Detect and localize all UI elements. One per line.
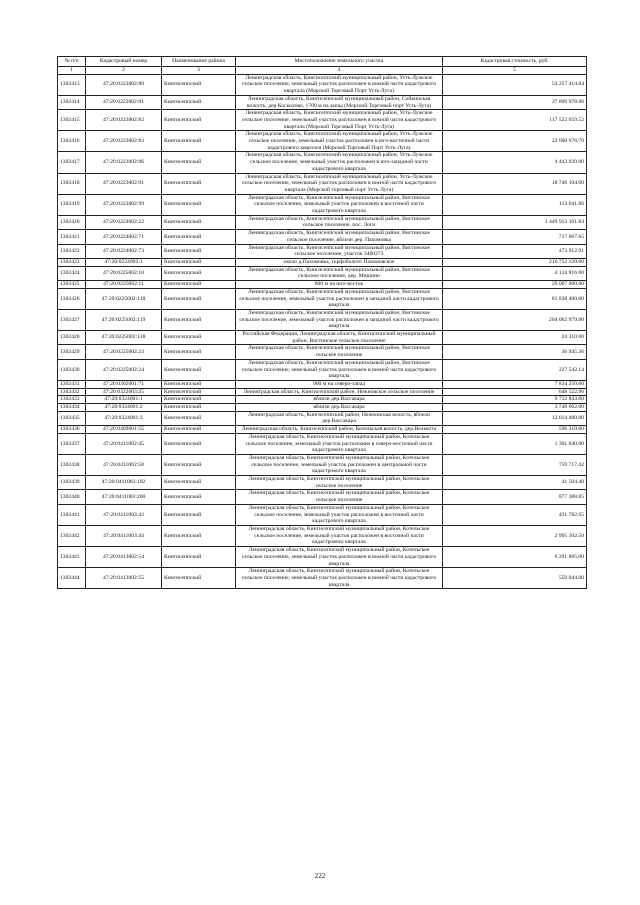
table-row — [58, 309, 587, 330]
location-text: Ленинградская область, Кингисеппский муниципальный район, Котельское сельское поселение — [236, 490, 443, 504]
district-name: Кингисеппский — [162, 547, 236, 568]
location-text: Ленинградская область, Кингисеппский муниципальный район, Котельское сельское поселение, земельный участок расположен в северо-восточной части кадастрового квартала — [236, 433, 443, 454]
district-name: Кингисеппский — [162, 258, 236, 266]
cadastral-value: 717 067.65 — [443, 230, 587, 244]
location-text: Ленинградская область, Кингисеппский муниципальный район, Котельское сельское поселение, земельный участок расположен в центральной части кадастрового квартала — [236, 454, 443, 475]
location-text: Ленинградская область, Кингисеппский муниципальный район, Вистинское сельское поселение, вблизи дер. Пахомовка — [236, 230, 443, 244]
cadastral-value: 6 291 885.00 — [443, 547, 587, 568]
cadastral-number: 47:20:0411003:200 — [86, 490, 162, 504]
table-row — [58, 504, 587, 525]
table-row — [58, 215, 587, 229]
row-number: 1302432 — [58, 388, 86, 396]
location-text: Ленинградская область, Кингисеппский муниципальный район, Вистинское сельское поселение, пос. Логи — [236, 215, 443, 229]
cadastral-number: 47:20:0225002:23 — [86, 345, 162, 359]
cadastral-value: 2 995 102.50 — [443, 526, 587, 547]
district-name: Кингисеппский — [162, 490, 236, 504]
table-row — [58, 281, 587, 289]
district-name: Кингисеппский — [162, 345, 236, 359]
location-text: Ленинградская область, Кингисеппский муниципальный район, Вистинское сельское поселение, земельный участок расположен в восточной части кадастрового квартала — [236, 194, 443, 215]
column-number: 1 — [58, 67, 86, 75]
cadastral-number: 47:20:0223002:86 — [86, 152, 162, 173]
location-text: Ленинградская область, Кингисеппский муниципальный район, Усть-Лужское сельское поселение, земельный участок расположен в южной части кадастрового квартала (Морской Торговый Порт Усть-Луга) — [236, 110, 443, 131]
row-number: 1302425 — [58, 281, 86, 289]
district-name: Кингисеппский — [162, 244, 236, 258]
cadastral-number: 47:20:0225002:10 — [86, 266, 162, 280]
district-name: Кингисеппский — [162, 380, 236, 388]
district-name: Кингисеппский — [162, 568, 236, 589]
cadastral-number: 47:20:0413002:55 — [86, 568, 162, 589]
header-location: Местоположение земельного участка — [236, 57, 443, 67]
cadastral-value: 113 041.86 — [443, 194, 587, 215]
cadastral-value-table — [57, 56, 587, 589]
cadastral-number: 47:20:0413002:54 — [86, 547, 162, 568]
location-text: Ленинградская область, Кингисеппский муниципальный район, Котельское сельское поселение, земельный участок расположен в южной части кадастрового квартала — [236, 547, 443, 568]
row-number: 1302442 — [58, 526, 86, 547]
header-cadastral-value: Кадастровая стоимость, руб. — [443, 57, 587, 67]
cadastral-number: 47:20:0224002:22 — [86, 215, 162, 229]
cadastral-number: 47:20:0225002:118 — [86, 288, 162, 309]
location-text: Ленинградская область, Кингисеппский муниципальный район, Котельское сельское поселение, земельный участок расположен в южной части кадастрового квартала — [236, 568, 443, 589]
row-number: 1302414 — [58, 95, 86, 109]
cadastral-value: 7 834 250.00 — [443, 380, 587, 388]
row-number: 1302431 — [58, 380, 86, 388]
row-number: 1302422 — [58, 244, 86, 258]
location-text: Ленинградская область, Кингисеппский муниципальный район, Вистинское сельское поселение, земельный участок расположен в южной части кадастрового квартала — [236, 359, 443, 380]
district-name: Кингисеппский — [162, 526, 236, 547]
table-row — [58, 547, 587, 568]
cadastral-number: 47:20:0324001:1 — [86, 396, 162, 404]
row-number: 1302426 — [58, 288, 86, 309]
table-row — [58, 173, 587, 194]
location-text: Ленинградская область, Кингисеппский муниципальный район, Усть-Лужское сельское поселение, земельный участок расположен в юго-восточной части кадастрового квартала (Морской Торговый Порт Усть-Луга) — [236, 131, 443, 152]
location-text: Ленинградская область, Кингисеппский район, Котельская волость, дер.Велькота — [236, 426, 443, 434]
cadastral-number: 47:20:0223002:91 — [86, 173, 162, 194]
cadastral-value: 431 782.65 — [443, 504, 587, 525]
row-number: 1302428 — [58, 331, 86, 345]
cadastral-number: 47:20:0224002:71 — [86, 230, 162, 244]
cadastral-number: 47:20:0302001:71 — [86, 380, 162, 388]
cadastral-number: 47:20:0324001:2 — [86, 404, 162, 412]
location-text: Ленинградская область, Кингисеппский муниципальный район, Усть-Лужское сельское поселение, земельный участок расположен в южной части кадастрового квартала (Морской торговый порт Усть-Луга) — [236, 173, 443, 194]
cadastral-value: 596 310.00 — [443, 426, 587, 434]
cadastral-value: 81 838 400.00 — [443, 288, 587, 309]
cadastral-value: 1 301 040.00 — [443, 433, 587, 454]
row-number: 1302443 — [58, 547, 86, 568]
row-number: 1302435 — [58, 411, 86, 425]
table-row — [58, 568, 587, 589]
row-number: 1302433 — [58, 396, 86, 404]
cadastral-value: 216 752 120.00 — [443, 258, 587, 266]
column-number: 3 — [162, 67, 236, 75]
cadastral-number: 47:20:0322003:25 — [86, 388, 162, 396]
cadastral-value: 648 522.96 — [443, 388, 587, 396]
location-text: около д.Пахомовка, торфоболото Пахомовское — [236, 258, 443, 266]
table-row — [58, 110, 587, 131]
cadastral-number: 47:20:0224002:73 — [86, 244, 162, 258]
row-number: 1302427 — [58, 309, 86, 330]
row-number: 1302430 — [58, 359, 86, 380]
location-text: Ленинградская область, Кингисеппский муниципальный район, Вистинское сельское поселение, дер. Мишино — [236, 266, 443, 280]
table-row — [58, 258, 587, 266]
cadastral-value: 37 809 978.96 — [443, 95, 587, 109]
table-row — [58, 345, 587, 359]
cadastral-value: 117 522 659.52 — [443, 110, 587, 131]
table-row — [58, 426, 587, 434]
cadastral-value: 4 134 816.00 — [443, 266, 587, 280]
cadastral-number: 47:20:0223002:83 — [86, 131, 162, 152]
location-text: Ленинградская область, Кингисеппский район, Нежновская волость, вблизи дер.Вассакара — [236, 411, 443, 425]
table-row — [58, 266, 587, 280]
district-name: Кингисеппский — [162, 504, 236, 525]
table-row — [58, 244, 587, 258]
cadastral-value: 18 746 104.00 — [443, 173, 587, 194]
cadastral-number: 47:20:0324001:3 — [86, 411, 162, 425]
column-number: 2 — [86, 67, 162, 75]
header-cadastral-number: Кадастровый номер — [86, 57, 162, 67]
district-name: Кингисеппский — [162, 331, 236, 345]
cadastral-value: 41 504.40 — [443, 476, 587, 490]
row-number: 1302421 — [58, 230, 86, 244]
district-name: Кингисеппский — [162, 359, 236, 380]
district-name: Кингисеппский — [162, 433, 236, 454]
table-row — [58, 74, 587, 95]
cadastral-number: 47:20:0409001:55 — [86, 426, 162, 434]
table-row — [58, 131, 587, 152]
cadastral-number: 47:20:0225002:138 — [86, 331, 162, 345]
cadastral-number: 47:20:0225002:11 — [86, 281, 162, 289]
district-name: Кингисеппский — [162, 95, 236, 109]
location-text: Ленинградская область, Кингисеппский муниципальный район, Котельское сельское поселение, земельный участок расположен в восточной части кадастрового квартала — [236, 504, 443, 525]
cadastral-number: 47:20:0411003:192 — [86, 476, 162, 490]
row-number: 1302440 — [58, 490, 86, 504]
location-text: Ленинградская область, Кингисеппский муниципальный район, Вистинское сельское поселение, участок 3400273 — [236, 244, 443, 258]
cadastral-number: 47:20:0225002:119 — [86, 309, 162, 330]
location-text: 900 м на северо-запад — [236, 380, 443, 388]
cadastral-value: 22 600 676.70 — [443, 131, 587, 152]
row-number: 1302423 — [58, 258, 86, 266]
location-text: Ленинградская область, Кингисеппский муниципальный район, Вистинское сельское поселение — [236, 345, 443, 359]
district-name: Кингисеппский — [162, 74, 236, 95]
location-text: Ленинградская область, Кингисеппский муниципальный район, Котельское сельское поселение — [236, 476, 443, 490]
district-name: Кингисеппский — [162, 131, 236, 152]
row-number: 1302439 — [58, 476, 86, 490]
location-text: Ленинградская область, Кингисеппский муниципальный район, Вистинское сельское поселение, земельный участок расположен в западной части кадастрового квартала — [236, 309, 443, 330]
row-number: 1302444 — [58, 568, 86, 589]
cadastral-number: 47:20:0225002:24 — [86, 359, 162, 380]
location-text: Ленинградская область, Кингисеппский муниципальный район, Усть-Лужское сельское поселение, земельный участок расположен в юго-западной части кадастрового квартала — [236, 152, 443, 173]
district-name: Кингисеппский — [162, 194, 236, 215]
table-row — [58, 359, 587, 380]
cadastral-value: 24 310.00 — [443, 331, 587, 345]
cadastral-number: 47:20:0223002:82 — [86, 110, 162, 131]
district-name: Кингисеппский — [162, 476, 236, 490]
location-text: Ленинградская область, Кингисеппский муниципальный район, Усть-Лужское сельское поселение, земельный участок расположен в южной части кадастрового квартала (Морской Торговый Порт Усть-Луга) — [236, 74, 443, 95]
row-number: 1302417 — [58, 152, 86, 173]
location-text: Ленинградская область, Кингисеппский район, Нежновское сельское поселение — [236, 388, 443, 396]
cadastral-value: 559 044.00 — [443, 568, 587, 589]
cadastral-value: 4 443 039.00 — [443, 152, 587, 173]
column-number: 4 — [236, 67, 443, 75]
table-row — [58, 194, 587, 215]
row-number: 1302436 — [58, 426, 86, 434]
district-name: Кингисеппский — [162, 454, 236, 475]
location-text: 800 м на юго-восток — [236, 281, 443, 289]
table-row — [58, 454, 587, 475]
table-row — [58, 396, 587, 404]
district-name: Кингисеппский — [162, 173, 236, 194]
row-number: 1302419 — [58, 194, 86, 215]
cadastral-number: 47:20:0411003:44 — [86, 526, 162, 547]
cadastral-value: 54 257 414.04 — [443, 74, 587, 95]
row-number: 1302420 — [58, 215, 86, 229]
cadastral-value: 759 717.42 — [443, 454, 587, 475]
location-text: вблизи дер.Вассакара — [236, 396, 443, 404]
header-row — [58, 57, 587, 67]
header-number: № п/п — [58, 57, 86, 67]
table-row — [58, 490, 587, 504]
district-name: Кингисеппский — [162, 215, 236, 229]
district-name: Кингисеппский — [162, 388, 236, 396]
district-name: Кингисеппский — [162, 426, 236, 434]
table-row — [58, 152, 587, 173]
location-text: Ленинградская область, Кингисеппский муниципальный район, Вистинское сельское поселение, земельный участок расположен в западной части кадастрового квартала — [236, 288, 443, 309]
cadastral-number: 47:20:0223002:80 — [86, 74, 162, 95]
row-number: 1302438 — [58, 454, 86, 475]
cadastral-number: 47:20:0411002:58 — [86, 454, 162, 475]
location-text: Ленинградская область, Кингисеппский муниципальный район, Котельское сельское поселение, земельный участок расположен в восточной части кадастрового квартала — [236, 526, 443, 547]
cadastral-value: 3 748 662.00 — [443, 404, 587, 412]
row-number: 1302437 — [58, 433, 86, 454]
row-number: 1302441 — [58, 504, 86, 525]
row-number: 1302413 — [58, 74, 86, 95]
row-number: 1302434 — [58, 404, 86, 412]
cadastral-number: 47:20:0411003:43 — [86, 504, 162, 525]
table-row — [58, 331, 587, 345]
table-row — [58, 288, 587, 309]
row-number: 1302415 — [58, 110, 86, 131]
district-name: Кингисеппский — [162, 266, 236, 280]
cadastral-value: 227 542.14 — [443, 359, 587, 380]
table-row — [58, 433, 587, 454]
district-name: Кингисеппский — [162, 152, 236, 173]
cadastral-value: 12 614 480.00 — [443, 411, 587, 425]
table-row — [58, 404, 587, 412]
location-text: Российская Федерация, Ленинградская область, Кингисеппский муниципальный район, Вистинское сельское поселение — [236, 331, 443, 345]
row-number: 1302418 — [58, 173, 86, 194]
cadastral-value: 36 945.36 — [443, 345, 587, 359]
table-row — [58, 230, 587, 244]
column-number: 5 — [443, 67, 587, 75]
cadastral-value: 9 712 843.00 — [443, 396, 587, 404]
district-name: Кингисеппский — [162, 404, 236, 412]
district-name: Кингисеппский — [162, 230, 236, 244]
cadastral-number: 47:20:0411002:45 — [86, 433, 162, 454]
cadastral-value: 29 007 000.00 — [443, 281, 587, 289]
cadastral-number: 47:20:0223002:81 — [86, 95, 162, 109]
row-number: 1302416 — [58, 131, 86, 152]
cadastral-value: 1 449 913 101.84 — [443, 215, 587, 229]
header-district: Наименование района — [162, 57, 236, 67]
cadastral-value: 473 912.91 — [443, 244, 587, 258]
table-row — [58, 95, 587, 109]
cadastral-value: 877 388.85 — [443, 490, 587, 504]
column-number-row — [58, 67, 587, 75]
district-name: Кингисеппский — [162, 281, 236, 289]
district-name: Кингисеппский — [162, 396, 236, 404]
table-row — [58, 526, 587, 547]
table-body — [58, 74, 587, 589]
cadastral-value: 204 062 979.90 — [443, 309, 587, 330]
row-number: 1302429 — [58, 345, 86, 359]
row-number: 1302424 — [58, 266, 86, 280]
table-row — [58, 380, 587, 388]
cadastral-number: 47:20:0224003:1 — [86, 258, 162, 266]
page-number: 222 — [314, 872, 326, 880]
district-name: Кингисеппский — [162, 110, 236, 131]
cadastral-number: 47:20:0223002:99 — [86, 194, 162, 215]
table-row — [58, 411, 587, 425]
table-row — [58, 388, 587, 396]
district-name: Кингисеппский — [162, 309, 236, 330]
district-name: Кингисеппский — [162, 411, 236, 425]
district-name: Кингисеппский — [162, 288, 236, 309]
location-text: Ленинградская область, Кингисеппский муниципальный район, Сойкинская волость, дер.Косколово, 1700 м на запад (Морской Торговый порт Усть-Луга) — [236, 95, 443, 109]
table-row — [58, 476, 587, 490]
location-text: вблизи дер.Вассакара — [236, 404, 443, 412]
